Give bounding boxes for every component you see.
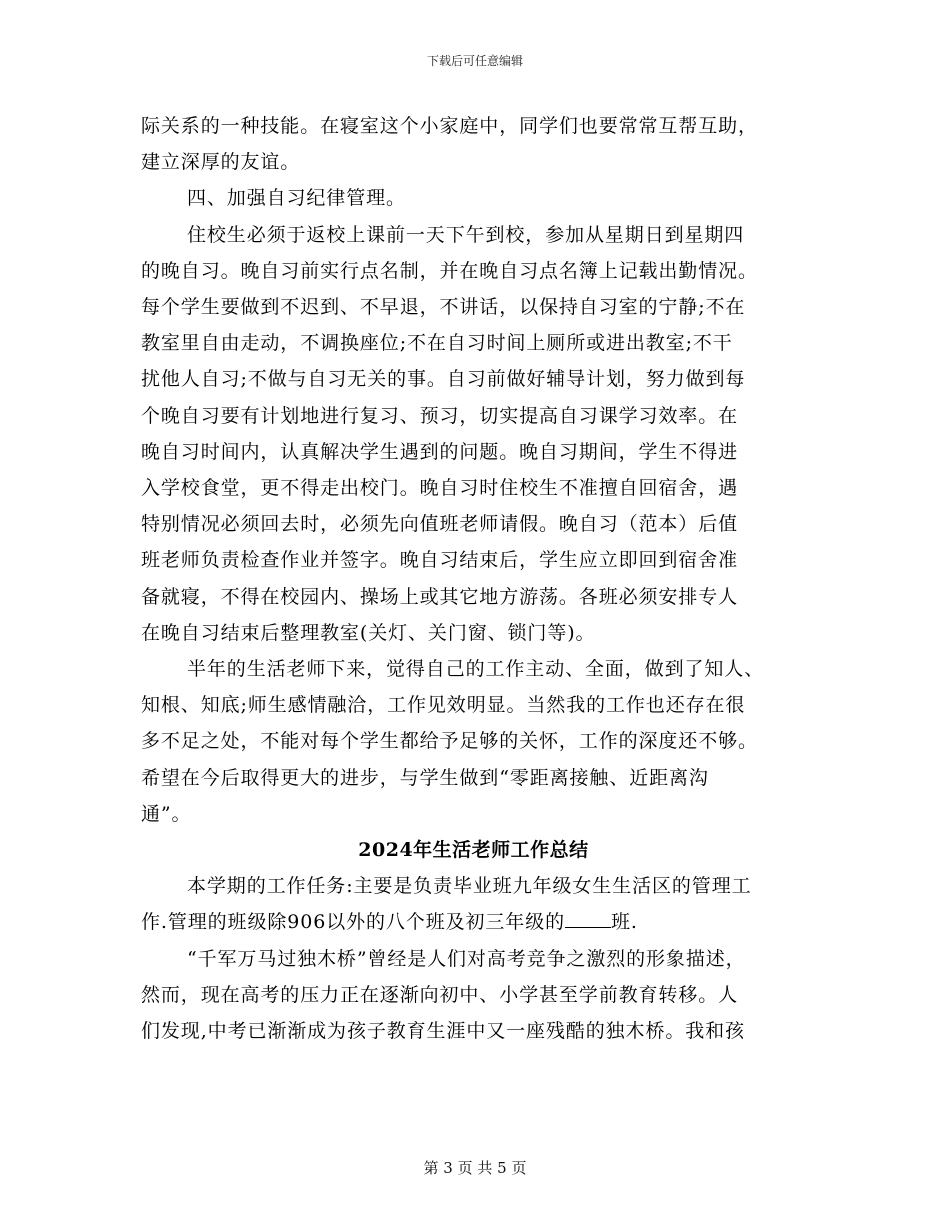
paragraph-3 xyxy=(141,217,806,651)
text-line: 通”。 xyxy=(141,802,192,825)
text-line: 希望在今后取得更大的进步，与学生做到“零距离接触、近距离沟 xyxy=(141,766,709,789)
text-line: 扰他人自习;不做与自习无关的事。自习前做好辅导计划，努力做到每 xyxy=(141,368,746,391)
page-header: 下载后可任意编辑 xyxy=(426,54,523,68)
section-title: 2024年生活老师工作总结 xyxy=(358,839,589,862)
document-body xyxy=(141,108,806,1049)
paragraph-1 xyxy=(141,108,806,180)
text-line: 班老师负责检查作业并签字。晚自习结束后，学生应立即回到宿舍准 xyxy=(141,549,739,572)
text-line: 入学校食堂，更不得走出校门。晚自习时住校生不准擅自回宿舍，遇 xyxy=(141,477,739,500)
text-line: 特别情况必须回去时，必须先向值班老师请假。晚自习（范本）后值 xyxy=(141,513,739,536)
text-line: 四、加强自习纪律管理。 xyxy=(187,187,406,210)
text-line: 然而，现在高考的压力正在逐渐向初中、小学甚至学前教育转移。人 xyxy=(141,983,739,1006)
text-line: 每个学生要做到不迟到、不早退，不讲话，以保持自习室的宁静;不在 xyxy=(141,296,746,319)
section-heading-discipline xyxy=(141,180,806,216)
text-segment: 班. xyxy=(611,911,638,934)
text-line: 住校生必须于返校上课前一天下午到校，参加从星期日到星期四 xyxy=(187,223,745,246)
text-line: 建立深厚的友谊。 xyxy=(141,151,301,174)
text-segment: 作.管理的班级除906以外的八个班及初三年级的 xyxy=(141,911,566,934)
text-line: 本学期的工作任务:主要是负责毕业班九年级女生生活区的管理工 xyxy=(187,875,752,898)
text-line: 晚自习时间内，认真解决学生遇到的问题。晚自习期间，学生不得进 xyxy=(141,440,739,463)
text-line: 知根、知底;师生感情融洽，工作见效明显。当然我的工作也还存在很 xyxy=(141,694,746,717)
text-line: 教室里自由走动，不调换座位;不在自习时间上厕所或进出教室;不干 xyxy=(141,332,733,355)
text-line: 备就寝，不得在校园内、操场上或其它地方游荡。各班必须安排专人 xyxy=(141,585,739,608)
text-line: 们发现,中考已渐渐成为孩子教育生涯中又一座残酷的独木桥。我和孩 xyxy=(141,1020,745,1043)
text-line: 在晚自习结束后整理教室(关灯、关门窗、锁门等)。 xyxy=(141,621,596,644)
text-line: 半年的生活老师下来，觉得自己的工作主动、全面，做到了知人、 xyxy=(187,658,765,681)
paragraph-5 xyxy=(141,868,806,940)
paragraph-6 xyxy=(141,941,806,1050)
text-line: 际关系的一种技能。在寝室这个小家庭中，同学们也要常常互帮互助， xyxy=(141,115,758,137)
text-line xyxy=(141,904,806,940)
fill-in-blank xyxy=(565,909,611,928)
page-footer: 第 3 页 共 5 页 xyxy=(423,1159,527,1177)
text-line: “千军万马过独木桥”曾经是人们对高考竞争之激烈的形象描述， xyxy=(187,947,746,970)
text-line: 的晚自习。晚自习前实行点名制，并在晚自习点名簿上记载出勤情况。 xyxy=(141,259,758,282)
text-line: 多不足之处，不能对每个学生都给予足够的关怀，工作的深度还不够。 xyxy=(141,730,758,753)
paragraph-4 xyxy=(141,651,806,832)
text-line: 个晚自习要有计划地进行复习、预习，切实提高自习课学习效率。在 xyxy=(141,404,739,427)
